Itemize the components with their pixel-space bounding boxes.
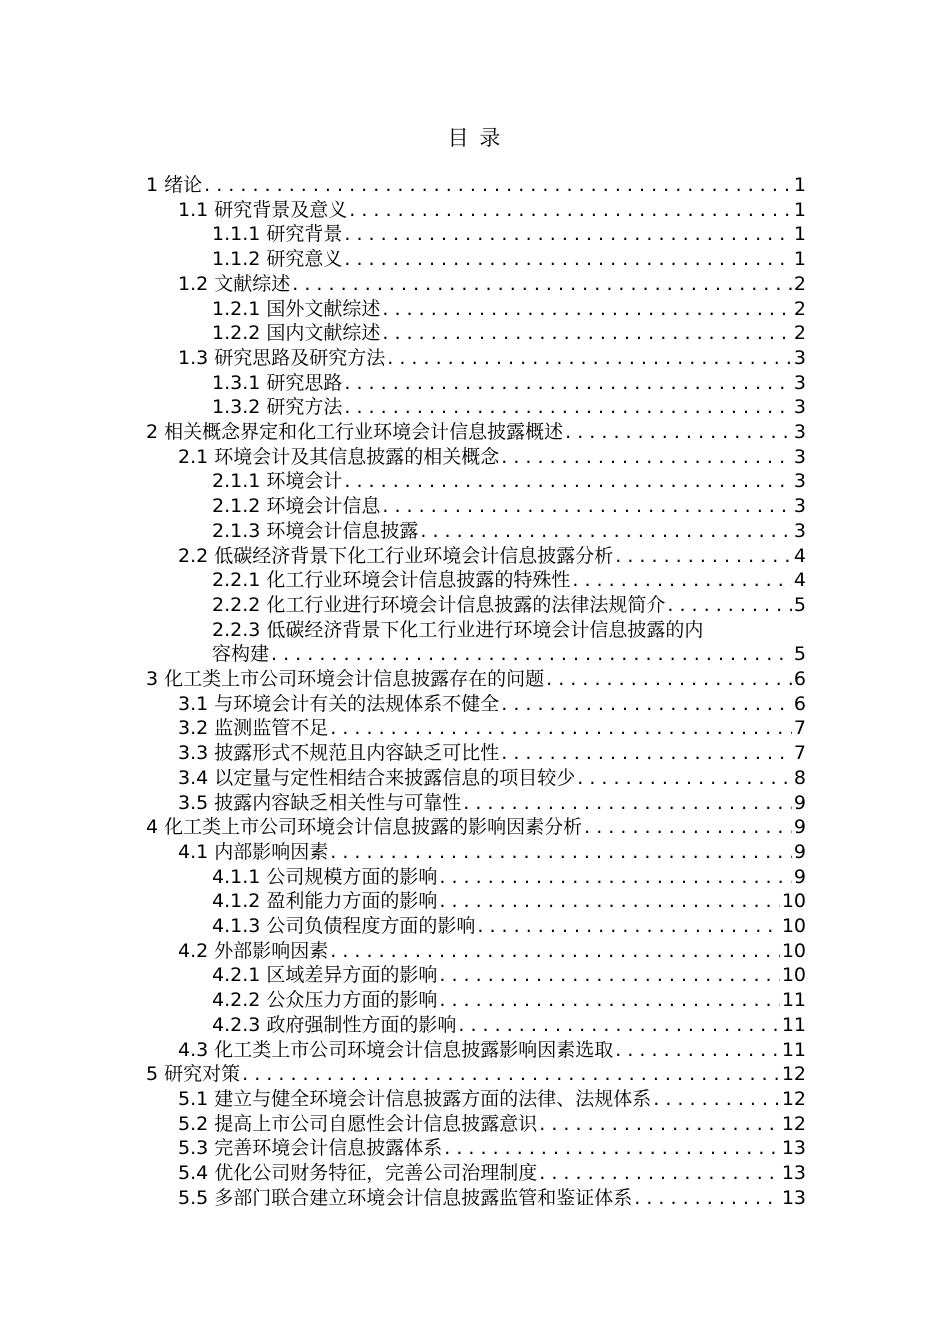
toc-leader-dots	[344, 371, 792, 395]
toc-title: 目 录	[447, 126, 503, 150]
toc-leader-dots	[439, 865, 792, 889]
toc-entry[interactable]	[178, 766, 806, 790]
toc-leader-dots	[501, 741, 792, 765]
toc-entry-page: 1	[793, 248, 806, 271]
toc-entry-label: 1.2 文献综述	[178, 272, 291, 295]
toc-entry-page: 3	[793, 519, 806, 542]
toc-entry-label: 1.1.1 研究背景	[212, 223, 343, 246]
toc-entry-page: 2	[793, 322, 806, 345]
toc-entry[interactable]	[178, 1161, 806, 1185]
toc-leader-dots	[539, 1161, 780, 1185]
toc-entry[interactable]	[212, 395, 806, 419]
toc-entry-page: 6	[793, 692, 806, 715]
toc-leader-dots	[204, 173, 792, 197]
toc-entry[interactable]	[212, 321, 806, 345]
toc-leader-dots	[634, 1186, 780, 1210]
toc-entry-label: 1.2.1 国外文献综述	[212, 297, 381, 320]
toc-entry-label: 4.2.1 区域差异方面的影响	[212, 964, 438, 987]
toc-entry[interactable]	[178, 1186, 806, 1210]
toc-entry-label: 5.2 提高上市公司自愿性会计信息披露意识	[178, 1112, 538, 1135]
toc-entry[interactable]	[178, 939, 806, 963]
toc-entry[interactable]	[178, 445, 806, 469]
toc-entry-page: 7	[793, 742, 806, 765]
toc-entry-label: 容构建	[212, 643, 270, 666]
toc-entry-label: 2.1 环境会计及其信息披露的相关概念	[178, 445, 500, 468]
toc-leader-dots	[420, 519, 792, 543]
toc-entry[interactable]	[146, 173, 806, 197]
toc-entry[interactable]	[178, 346, 806, 370]
toc-entry-page: 4	[793, 569, 806, 592]
toc-entry-label: 5 研究对策	[146, 1063, 241, 1086]
toc-entry-label: 4 化工类上市公司环境会计信息披露的影响因素分析	[146, 816, 583, 839]
toc-leader-dots	[615, 544, 792, 568]
toc-entry-page: 11	[781, 989, 806, 1012]
toc-leader-dots	[330, 939, 780, 963]
toc-entry-page: 12	[781, 1087, 806, 1110]
toc-entry-label: 4.2.3 政府强制性方面的影响	[212, 1013, 457, 1036]
toc-leader-dots	[292, 272, 792, 296]
toc-entry-page: 9	[793, 816, 806, 839]
toc-leader-dots	[477, 914, 779, 938]
toc-entry-page: 9	[793, 791, 806, 814]
toc-leader-dots	[344, 247, 792, 271]
toc-leader-dots	[330, 716, 792, 740]
toc-entry-label: 4.2 外部影响因素	[178, 939, 329, 962]
toc-entry[interactable]	[212, 914, 806, 938]
toc-entry-label: 1.3.1 研究思路	[212, 371, 343, 394]
toc-entry[interactable]	[178, 1038, 806, 1062]
toc-entry-page: 10	[781, 964, 806, 987]
toc-entry[interactable]	[212, 469, 806, 493]
toc-entry[interactable]	[178, 272, 806, 296]
toc-leader-dots	[344, 395, 792, 419]
toc-entry[interactable]	[178, 741, 806, 765]
toc-leader-dots	[501, 692, 792, 716]
toc-leader-dots	[439, 889, 779, 913]
toc-leader-dots	[242, 1062, 780, 1086]
toc-entry[interactable]	[212, 889, 806, 913]
toc-entry-page: 3	[793, 346, 806, 369]
toc-entry[interactable]	[212, 1013, 806, 1037]
toc-entry-label: 3.5 披露内容缺乏相关性与可靠性	[178, 791, 462, 814]
toc-entry-label: 5.3 完善环境会计信息披露体系	[178, 1137, 443, 1160]
toc-leader-dots	[439, 988, 779, 1012]
toc-entry[interactable]	[212, 297, 806, 321]
toc-entry-page: 13	[781, 1186, 806, 1209]
toc-entry[interactable]	[212, 988, 806, 1012]
toc-entry[interactable]	[212, 963, 806, 987]
toc-entry-page: 3	[793, 421, 806, 443]
toc-entry-page: 2	[793, 297, 806, 320]
toc-entry-page: 12	[781, 1112, 806, 1135]
toc-entry[interactable]	[178, 198, 806, 222]
toc-entry-page: 9	[793, 865, 806, 888]
toc-entry-label: 4.1.1 公司规模方面的影响	[212, 865, 438, 888]
toc-entry[interactable]	[212, 568, 806, 592]
toc-entry-label: 4.1.3 公司负债程度方面的影响	[212, 915, 476, 937]
toc-entry-label: 4.3 化工类上市公司环境会计信息披露影响因素选取	[178, 1038, 614, 1061]
toc-entry-page: 10	[781, 915, 806, 937]
toc-entry-page: 1	[793, 174, 806, 196]
toc-entry[interactable]	[146, 420, 806, 444]
toc-entry-label: 3 化工类上市公司环境会计信息披露存在的问题	[146, 668, 545, 690]
toc-entry-label: 4.1 内部影响因素	[178, 840, 329, 863]
toc-entry-label: 3.4 以定量与定性相结合来披露信息的项目较少	[178, 766, 576, 789]
toc-leader-dots	[344, 222, 792, 246]
toc-leader-dots	[444, 1136, 780, 1160]
toc-leader-dots	[572, 568, 792, 592]
toc-entry-page: 3	[793, 495, 806, 518]
toc-entry-label: 1 绪论	[146, 174, 203, 196]
toc-leader-dots	[382, 321, 792, 345]
toc-entry-label: 4.1.2 盈利能力方面的影响	[212, 890, 438, 913]
toc-entry[interactable]	[178, 840, 806, 864]
toc-leader-dots	[501, 445, 792, 469]
toc-entry-label: 1.3.2 研究方法	[212, 396, 343, 419]
toc-entry-page: 1	[793, 223, 806, 246]
toc-leader-dots	[539, 1112, 780, 1136]
toc-entry[interactable]	[146, 1062, 806, 1086]
toc-entry[interactable]	[178, 544, 806, 568]
toc-entry-page: 11	[781, 1038, 806, 1061]
toc-entry-label: 3.2 监测监管不足	[178, 717, 329, 740]
toc-entry-label: 5.4 优化公司财务特征，完善公司治理制度	[178, 1162, 538, 1184]
toc-entry-page: 11	[781, 1013, 806, 1036]
toc-entry-page: 3	[793, 371, 806, 394]
toc-entry-label: 5.1 建立与健全环境会计信息披露方面的法律、法规体系	[178, 1087, 652, 1110]
toc-entry-label: 4.2.2 公众压力方面的影响	[212, 989, 438, 1012]
toc-entry-label: 2.2 低碳经济背景下化工行业环境会计信息披露分析	[178, 544, 614, 567]
toc-entry-page: 4	[793, 544, 806, 567]
toc-entry[interactable]	[178, 791, 806, 815]
toc-entry-page: 9	[793, 840, 806, 863]
toc-entry[interactable]	[212, 865, 806, 889]
toc-leader-dots	[653, 1087, 780, 1111]
toc-entry[interactable]	[178, 1087, 806, 1111]
toc-leader-dots	[349, 198, 792, 222]
toc-entry-label: 1.3 研究思路及研究方法	[178, 346, 386, 369]
toc-entry-label: 3.3 披露形式不规范且内容缺乏可比性	[178, 742, 500, 765]
toc-entry[interactable]	[212, 642, 806, 666]
toc-entry-page: 13	[781, 1137, 806, 1160]
toc-entry-label: 2.1.3 环境会计信息披露	[212, 519, 419, 542]
toc-entry[interactable]	[178, 692, 806, 716]
toc-leader-dots	[344, 469, 792, 493]
toc-entry[interactable]	[146, 667, 806, 691]
toc-entry[interactable]	[178, 1112, 806, 1136]
toc-entry-page: 8	[793, 766, 806, 789]
toc-entry-label: 3.1 与环境会计有关的法规体系不健全	[178, 692, 500, 715]
toc-entry-page: 10	[781, 890, 806, 913]
toc-entry[interactable]	[212, 519, 806, 543]
toc-entry-label: 2 相关概念界定和化工行业环境会计信息披露概述	[146, 421, 564, 443]
toc-entry[interactable]	[178, 1136, 806, 1160]
toc-leader-dots	[387, 346, 792, 370]
toc-leader-dots	[565, 420, 792, 444]
toc-leader-dots	[382, 297, 792, 321]
toc-entry-page: 1	[793, 198, 806, 221]
toc-entry[interactable]	[212, 593, 806, 617]
toc-entry[interactable]	[178, 716, 806, 740]
toc-entry-page: 2	[793, 272, 806, 295]
toc-entry[interactable]	[212, 494, 806, 518]
toc-entry-page: 5	[793, 643, 806, 666]
toc-entry[interactable]	[146, 815, 806, 839]
toc-entry-label: 2.1.2 环境会计信息	[212, 495, 381, 518]
toc-entry-page: 3	[793, 396, 806, 419]
toc-entry-label: 1.1.2 研究意义	[212, 248, 343, 271]
toc-leader-dots	[463, 791, 792, 815]
toc-entry-line: 2.2.3 低碳经济背景下化工行业进行环境会计信息披露的内	[212, 618, 704, 641]
toc-leader-dots	[382, 494, 792, 518]
toc-leader-dots	[458, 1013, 779, 1037]
toc-leader-dots	[615, 1038, 780, 1062]
toc-entry-label: 2.2.1 化工行业环境会计信息披露的特殊性	[212, 569, 571, 592]
toc-leader-dots	[439, 963, 779, 987]
toc-entry-page: 6	[793, 668, 806, 690]
toc-entry-page: 12	[781, 1063, 806, 1086]
toc-entry[interactable]	[212, 371, 806, 395]
toc-entry-page: 3	[793, 470, 806, 493]
toc-entry-page: 13	[781, 1162, 806, 1184]
toc-entry-page: 10	[781, 939, 806, 962]
toc-leader-dots	[546, 667, 792, 691]
toc-entry-label: 2.1.1 环境会计	[212, 470, 343, 493]
toc-leader-dots	[577, 766, 792, 790]
toc-entry-page: 5	[793, 593, 806, 616]
toc-leader-dots	[330, 840, 792, 864]
toc-entry-label: 1.1 研究背景及意义	[178, 198, 348, 221]
toc-leader-dots	[667, 593, 792, 617]
toc-entry-label: 1.2.2 国内文献综述	[212, 322, 381, 345]
toc-entry[interactable]	[212, 222, 806, 246]
toc-entry-label: 2.2.2 化工行业进行环境会计信息披露的法律法规简介	[212, 593, 666, 616]
toc-leader-dots	[271, 642, 792, 666]
toc-entry-label: 5.5 多部门联合建立环境会计信息披露监管和鉴证体系	[178, 1186, 633, 1209]
toc-entry[interactable]	[212, 247, 806, 271]
toc-leader-dots	[584, 815, 792, 839]
toc-entry-page: 3	[793, 445, 806, 468]
toc-entry-page: 7	[793, 717, 806, 740]
